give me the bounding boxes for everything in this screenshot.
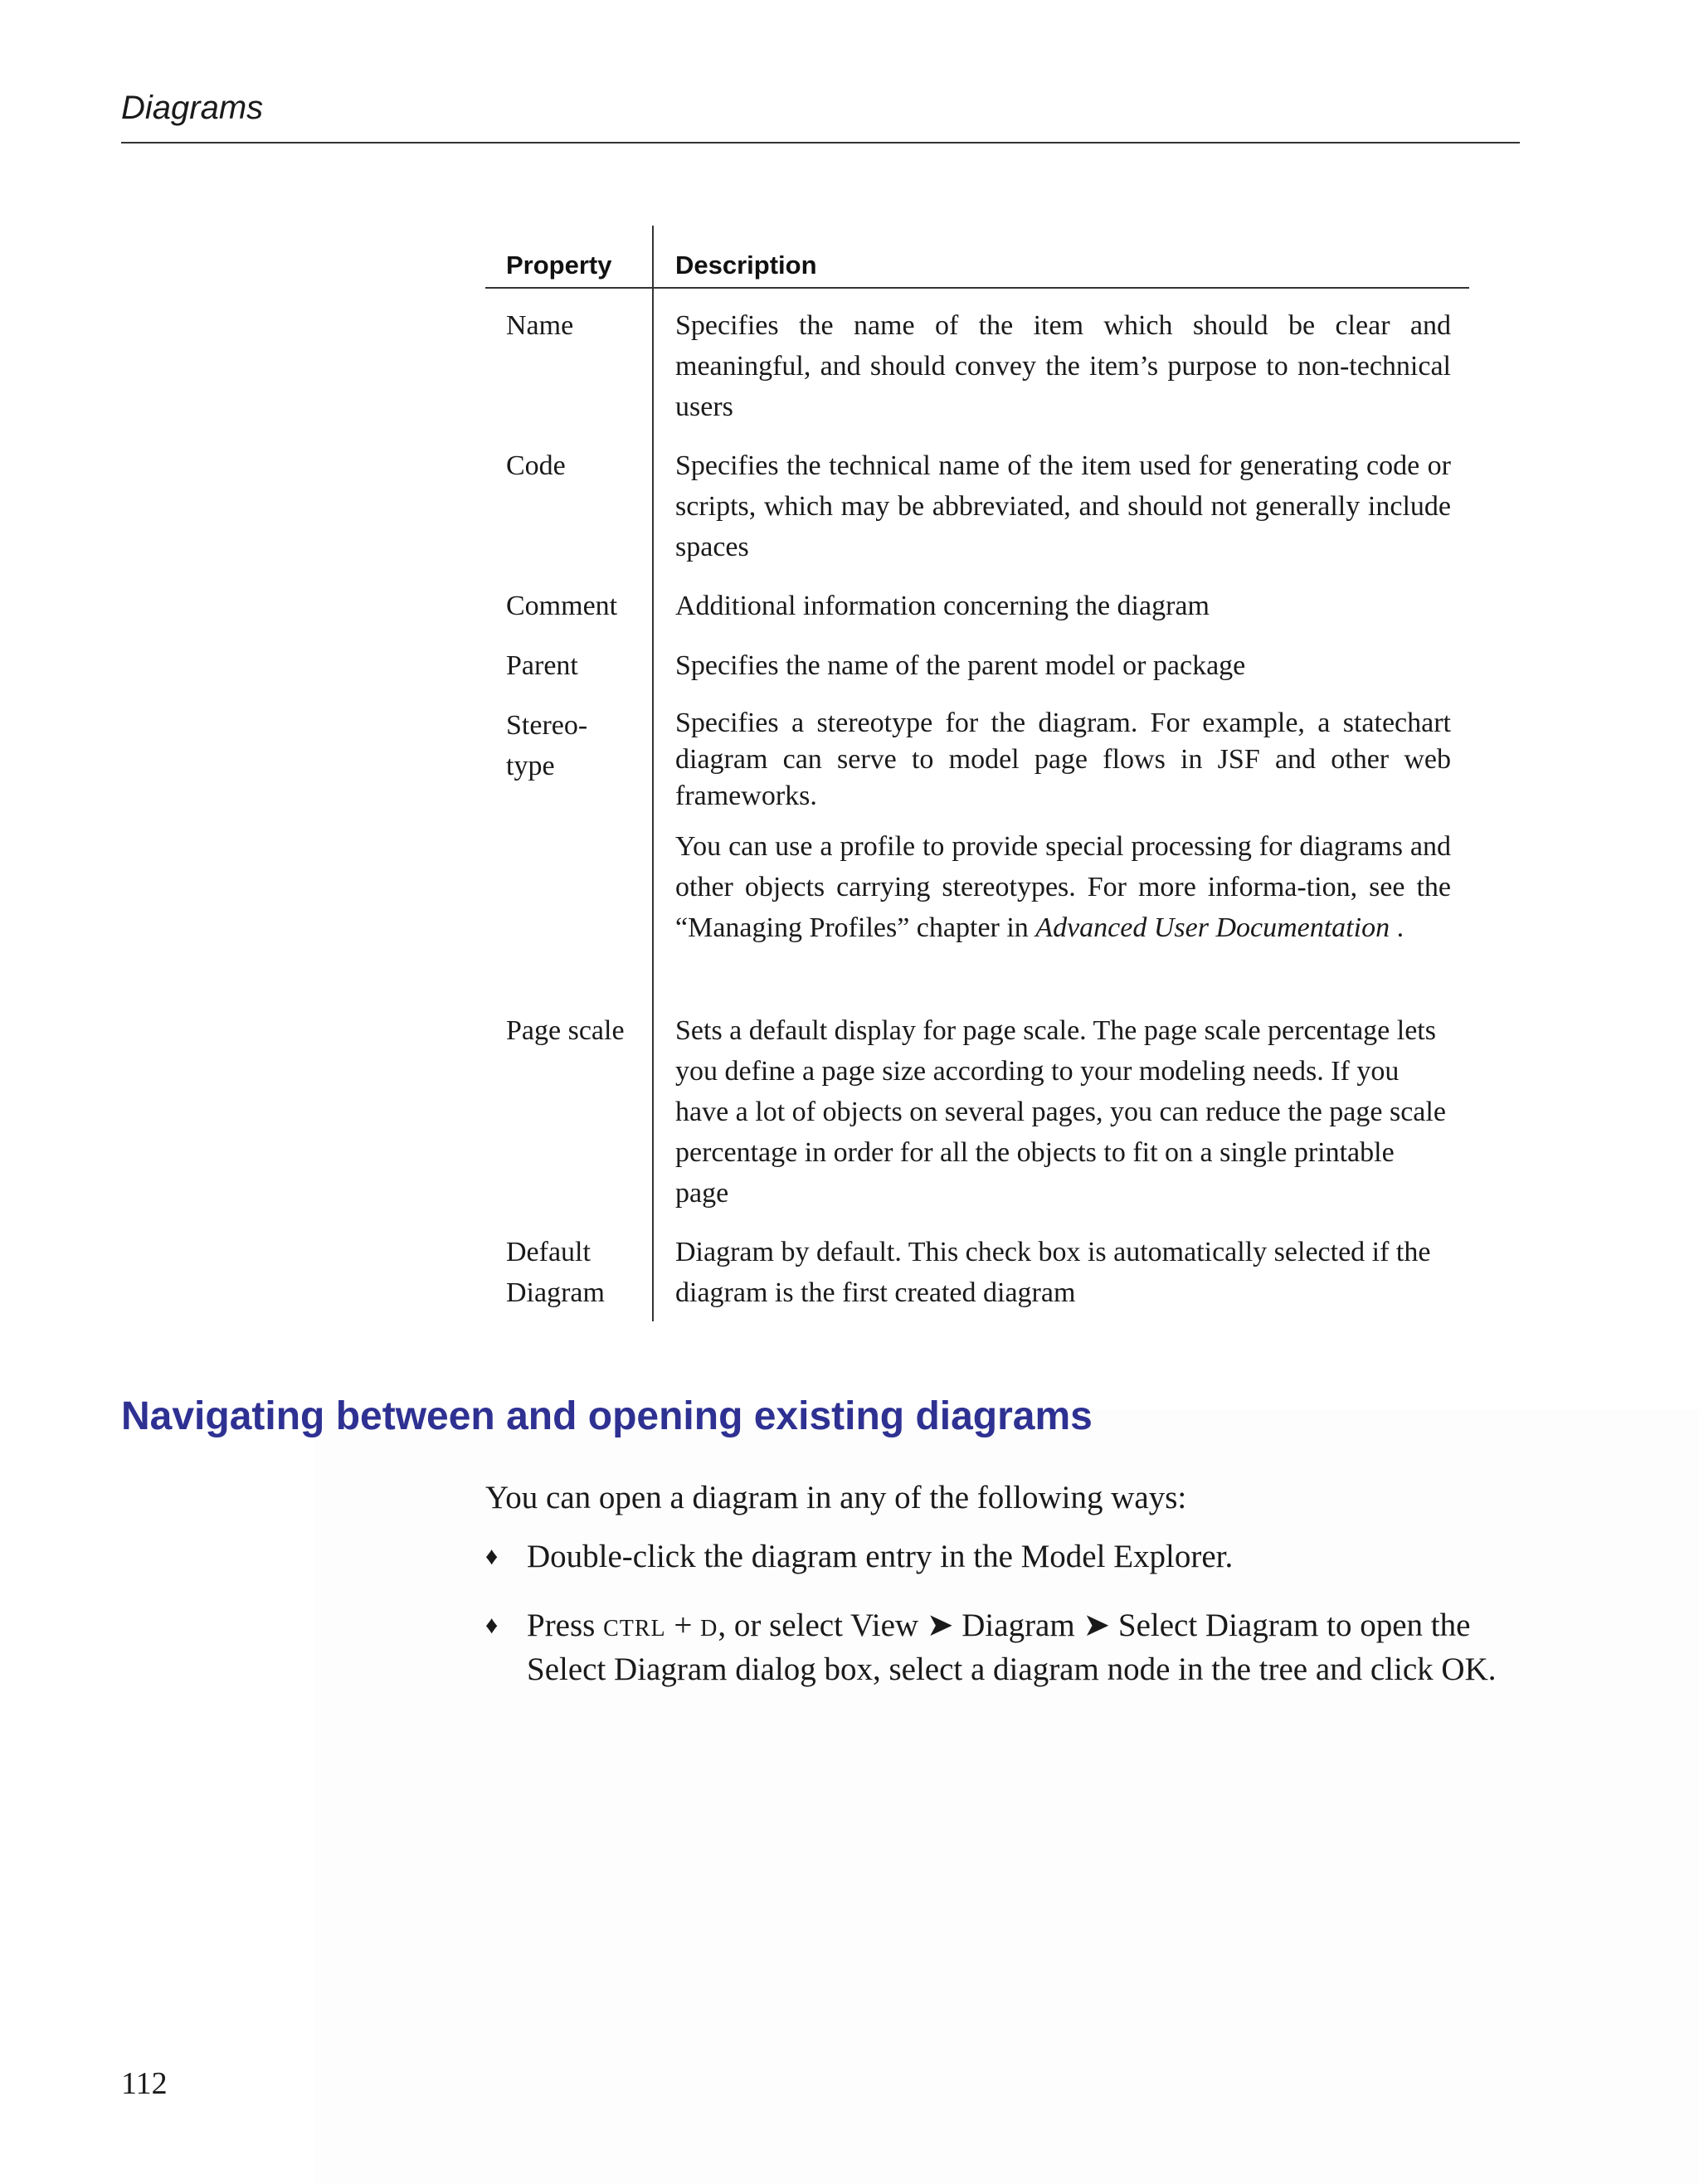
- property-cell: Comment: [506, 591, 618, 621]
- description-paragraph: Specifies a stereotype for the diagram. For example, a statechart diagram can serve to model page flows in JSF and other web frameworks.: [675, 708, 1451, 811]
- description-paragraph: [675, 826, 1451, 948]
- description-cell: Additional information concerning the diagram: [675, 591, 1210, 621]
- description-cell: Sets a default display for page scale. The page scale percentage lets you define a page size according to your modeling needs. If you have a lot of objects on several pages, you can reduce the page scale percentage in order for all the objects to fit on a single printable page: [675, 1015, 1446, 1209]
- page-number: 112: [121, 2066, 168, 2101]
- list-item: [485, 1536, 1514, 1577]
- property-cell: Code: [506, 450, 566, 481]
- key-plus: +: [665, 1608, 701, 1643]
- description-cell: Diagram by default. This check box is automatically selected if the diagram is the first created diagram: [675, 1237, 1431, 1308]
- table-header-row: [485, 226, 1469, 289]
- list-item-text: Double-click the diagram entry in the Model Explorer.: [527, 1539, 1234, 1574]
- description-cell: Specifies the technical name of the item used for generating code or scripts, which may be abbreviated, and should not generally include spaces: [675, 450, 1451, 562]
- description-cell: Specifies the name of the item which should be clear and meaningful, and should convey the item’s purpose to non-technical users: [675, 310, 1451, 422]
- diamond-bullet-icon: ♦: [485, 1612, 499, 1639]
- bullet-list: [485, 1536, 1514, 1718]
- property-cell: Name: [506, 310, 574, 341]
- list-item-text-post: , or select View ➤ Diagram ➤ Select Diagram to open the Select Diagram dialog box, select a diagram node in the tree and click OK.: [527, 1608, 1497, 1687]
- key-ctrl: CTRL: [603, 1616, 666, 1642]
- key-d: D: [700, 1616, 718, 1642]
- property-cell: Parent: [506, 650, 578, 681]
- table-column-divider: [652, 226, 654, 1321]
- description-cell: Specifies the name of the parent model or package: [675, 650, 1246, 681]
- section-heading: Navigating between and opening existing diagrams: [121, 1394, 1093, 1438]
- page-background: [315, 1410, 1699, 2184]
- list-item: [485, 1605, 1514, 1690]
- intro-paragraph: You can open a diagram in any of the following ways:: [485, 1480, 1187, 1515]
- running-header: Diagrams: [121, 90, 264, 126]
- description-cell-stereotype: [675, 705, 1451, 948]
- property-table: [485, 226, 1469, 1308]
- profile-text-end: .: [1390, 912, 1404, 943]
- property-cell: Page scale: [506, 1015, 625, 1046]
- document-title: Advanced User Documentation: [1035, 912, 1390, 943]
- list-item-text-pre: Press: [527, 1608, 604, 1643]
- diamond-bullet-icon: ♦: [485, 1543, 499, 1570]
- property-cell: Default Diagram: [506, 1237, 605, 1308]
- column-header-property: Property: [506, 251, 612, 280]
- profile-text: You can use a profile to provide special processing for diagrams and other objects carrying stereotypes. For more informa-tion, see the “Managing Profiles” chapter in: [675, 831, 1451, 943]
- column-header-description: Description: [675, 251, 817, 280]
- header-rule: [121, 142, 1520, 143]
- property-cell: Stereo-type: [506, 710, 588, 781]
